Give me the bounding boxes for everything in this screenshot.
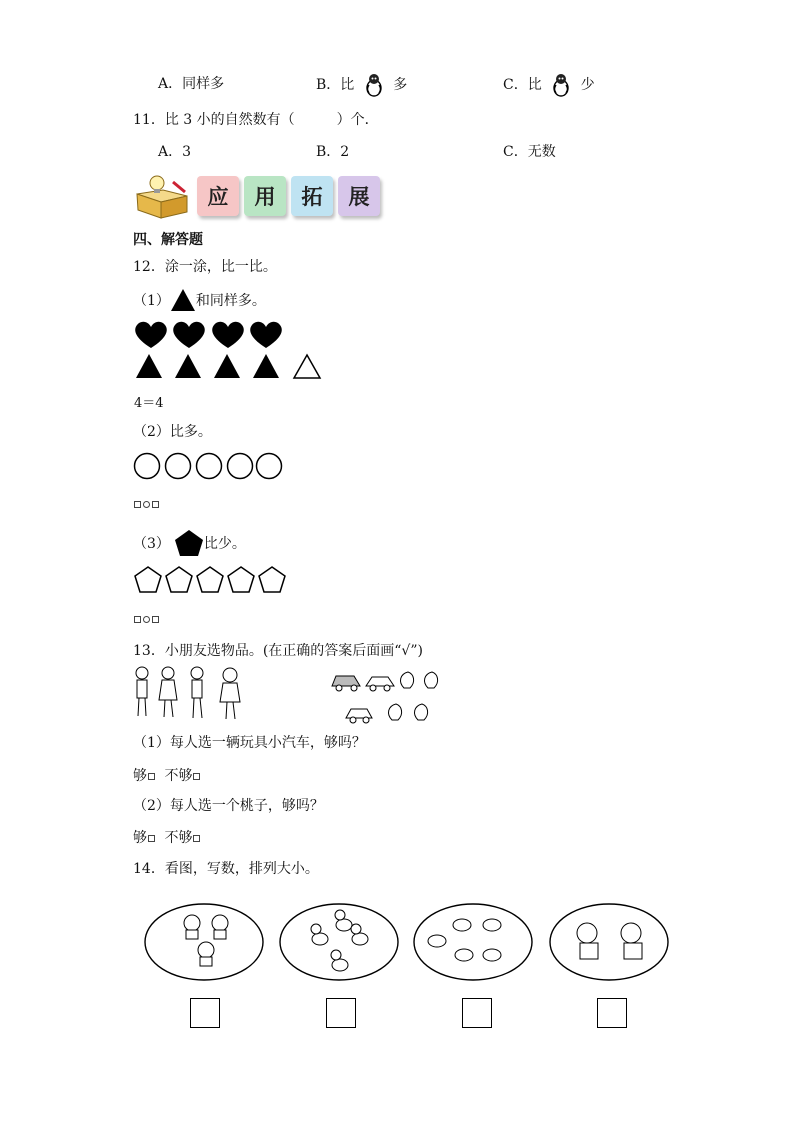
q12-part2: （2）比多。	[133, 424, 212, 440]
banner-char-3: 拓	[291, 176, 333, 216]
hearts-row	[133, 320, 293, 350]
q12-part3-text: 比少。	[203, 536, 246, 552]
q13-part1: （1）每人选一辆玩具小汽车，够吗？	[133, 735, 366, 751]
q12-part1	[133, 288, 266, 312]
q13-part2-yes: 够	[133, 830, 147, 846]
q13-part2-answers	[133, 827, 201, 847]
q13-stem: 13．小朋友选物品。(在正确的答案后面画“√”)	[133, 643, 423, 659]
q11-option-a: A．3	[158, 144, 192, 160]
q10-option-b	[316, 73, 407, 97]
section-title: 四、解答题	[133, 232, 203, 248]
q13-part1-no: 不够	[164, 768, 193, 784]
banner-char-2: 用	[244, 176, 286, 216]
filled-triangle-icon	[170, 288, 196, 312]
checkbox-box[interactable]	[193, 835, 200, 842]
cars-peaches-illustration	[330, 668, 454, 724]
circles-row	[133, 452, 283, 480]
q12-part3	[133, 529, 246, 557]
q10-option-c	[503, 73, 595, 97]
q14-stem: 14．看图，写数，排列大小。	[133, 861, 319, 877]
q13-part1-answers	[133, 765, 201, 785]
q11-option-b: B．2	[316, 144, 350, 160]
q12-part3-label: （3）	[133, 536, 170, 552]
checkbox-box[interactable]	[148, 773, 155, 780]
pentagons-row	[133, 565, 291, 595]
penguin-icon	[550, 73, 572, 97]
filled-pentagon-icon	[174, 529, 204, 557]
q12-part2-blank	[133, 496, 160, 512]
answer-box-2[interactable]	[326, 998, 356, 1028]
q11-stem: 11．比 3 小的自然数有（ ）个．	[133, 112, 379, 128]
toolbox-bulb-icon	[133, 172, 193, 220]
answer-box-3[interactable]	[462, 998, 492, 1028]
q10-option-c-post: 少	[580, 77, 595, 93]
q10-option-a: A．同样多	[158, 76, 225, 92]
banner-char-1: 应	[197, 176, 239, 216]
q13-part2-no: 不够	[164, 830, 193, 846]
q10-option-b-post: 多	[393, 77, 408, 93]
answer-box-1[interactable]	[190, 998, 220, 1028]
q11-option-c: C．无数	[503, 144, 556, 160]
group-ovals	[144, 903, 674, 983]
q12-part1-answer: 4＝4	[134, 396, 164, 411]
banner-apply-extend	[197, 176, 380, 216]
q10-option-b-pre: B．比	[316, 77, 355, 93]
checkbox-box[interactable]	[193, 773, 200, 780]
q12-part1-text: 和同样多。	[195, 293, 266, 309]
answer-box-4[interactable]	[597, 998, 627, 1028]
q12-part1-label: （1）	[133, 293, 170, 309]
q13-part1-yes: 够	[133, 768, 147, 784]
banner-char-4: 展	[338, 176, 380, 216]
q12-part3-blank	[133, 611, 160, 627]
penguin-icon	[363, 73, 385, 97]
q12-stem: 12．涂一涂，比一比。	[133, 259, 277, 275]
triangles-row	[136, 352, 326, 380]
checkbox-box[interactable]	[148, 835, 155, 842]
q13-part2: （2）每人选一个桃子，够吗？	[133, 798, 324, 814]
q10-option-c-pre: C．比	[503, 77, 542, 93]
children-illustration	[130, 664, 250, 722]
